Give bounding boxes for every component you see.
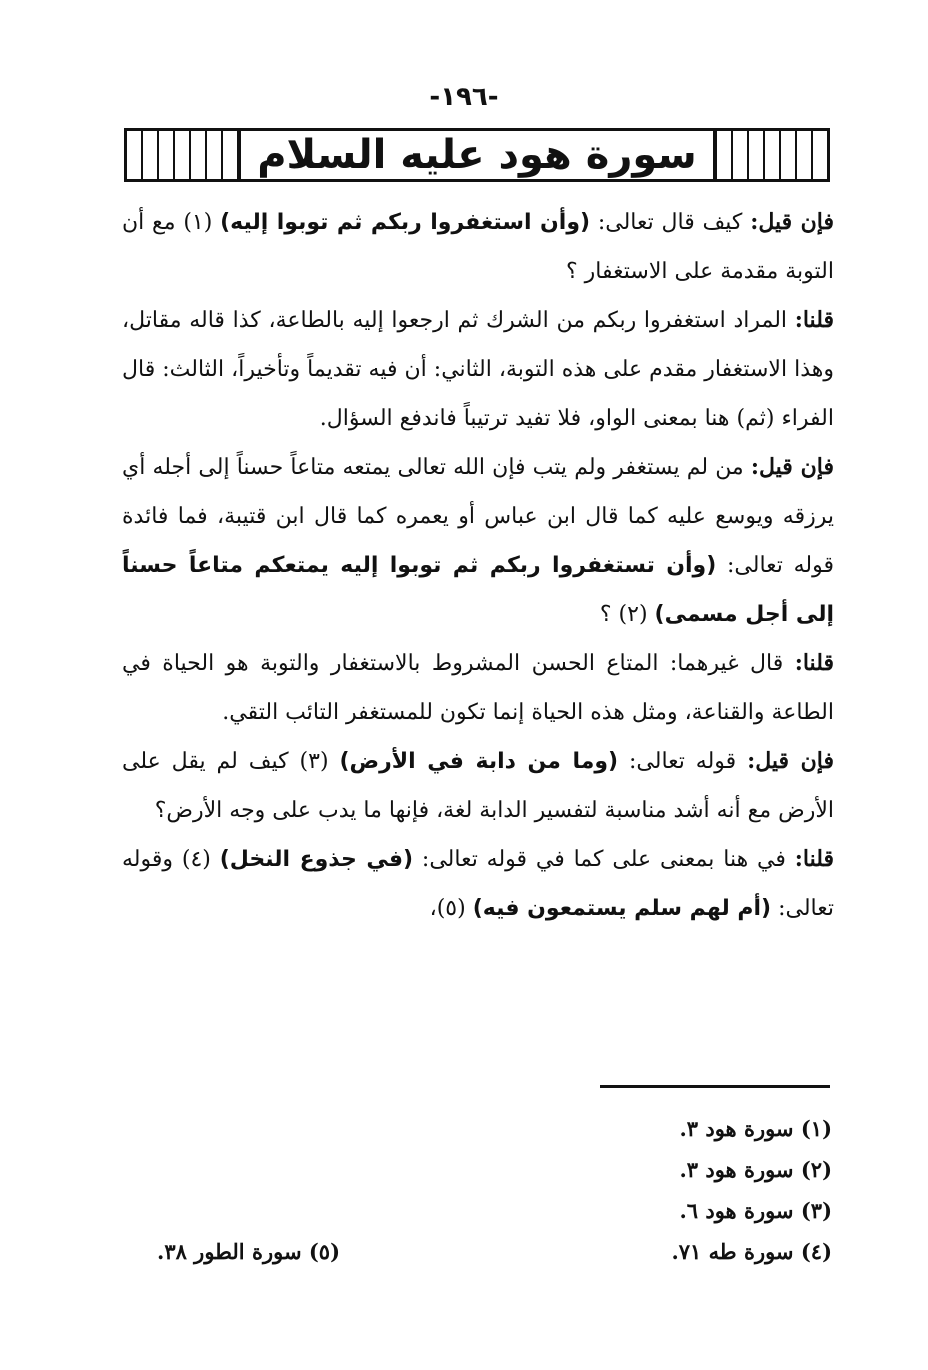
answer-label: قلنا: — [794, 650, 834, 676]
paragraph — [122, 835, 834, 933]
chapter-title: سورة هود عليه السلام — [239, 131, 715, 179]
footnote: (٣) سورة هود ٦. — [679, 1198, 832, 1223]
paragraph — [122, 639, 834, 737]
quran-verse: (في جذوع النخل) — [219, 847, 414, 872]
question-label: فإن قيل: — [750, 454, 834, 480]
page-number: -١٩٦- — [429, 82, 499, 112]
title-ornament-left — [127, 131, 239, 179]
footnote-divider — [600, 1085, 830, 1088]
footnote: (٤) سورة طه ٧١. — [671, 1239, 832, 1264]
paragraph-text: من لم يستغفر ولم يتب فإن الله تعالى يمتعه متاعاً حسناً إلى أجله أي يرزقه ويوسع عليه كما قال ابن عباس أو يعمره كما قال ابن قتيبة، فما فائدة قوله تعالى: — [122, 455, 834, 578]
chapter-title-box — [124, 128, 830, 182]
footnote: (٥) سورة الطور ٣٨. — [157, 1239, 340, 1264]
question-label: فإن قيل: — [747, 748, 834, 774]
footnotes — [540, 1108, 832, 1272]
paragraph — [122, 296, 834, 443]
paragraph — [122, 443, 834, 639]
paragraph — [122, 198, 834, 296]
footnote: (٢) سورة هود ٣. — [679, 1157, 832, 1182]
answer-label: قلنا: — [794, 846, 835, 872]
paragraph — [122, 737, 834, 835]
paragraph-text: (١) مع أن التوبة مقدمة على الاستغفار ؟ — [122, 210, 834, 284]
paragraph-text: قال غيرهما: المتاع الحسن المشروط بالاستغفار والتوبة هو الحياة في الطاعة والقناعة، ومثل هذه الحياة إنما تكون للمستغفر التائب التقي. — [122, 651, 834, 725]
paragraph-text: (٢) ؟ — [599, 602, 655, 627]
paragraph-text: قوله تعالى: — [618, 749, 748, 774]
paragraph-text: (٥)، — [429, 896, 473, 921]
answer-label: قلنا: — [794, 307, 834, 333]
question-label: فإن قيل: — [750, 209, 834, 235]
paragraph-text: في هنا بمعنى على كما في قوله تعالى: — [413, 847, 795, 872]
title-ornament-right — [715, 131, 827, 179]
footnote: (١) سورة هود ٣. — [679, 1116, 832, 1141]
main-text — [122, 198, 834, 933]
paragraph-text: كيف قال تعالى: — [590, 210, 751, 235]
paragraph-text: المراد استغفروا ربكم من الشرك ثم ارجعوا إليه بالطاعة، كذا قاله مقاتل، وهذا الاستغفار مقدم على هذه التوبة، الثاني: أن فيه تقديماً وتأخيراً، الثالث: قال الفراء (ثم) هنا بمعنى الواو، فلا تفيد ترتيباً فاندفع السؤال. — [122, 308, 834, 431]
quran-verse: (وأن تستغفروا ربكم ثم توبوا إليه يمتعكم متاعاً حسناً إلى أجل مسمى) — [122, 553, 834, 627]
paragraph-text: (٣) كيف لم يقل على الأرض مع أنه أشد مناسبة لتفسير الدابة لغة، فإنها ما يدب على وجه الأرض؟ — [122, 749, 834, 823]
paragraph-text: (٤) وقوله تعالى: — [122, 847, 834, 921]
quran-verse: (وما من دابة في الأرض) — [339, 749, 619, 774]
quran-verse: (أم لهم سلم يستمعون فيه) — [472, 896, 772, 921]
quran-verse: (وأن استغفروا ربكم ثم توبوا إليه) — [220, 210, 591, 235]
